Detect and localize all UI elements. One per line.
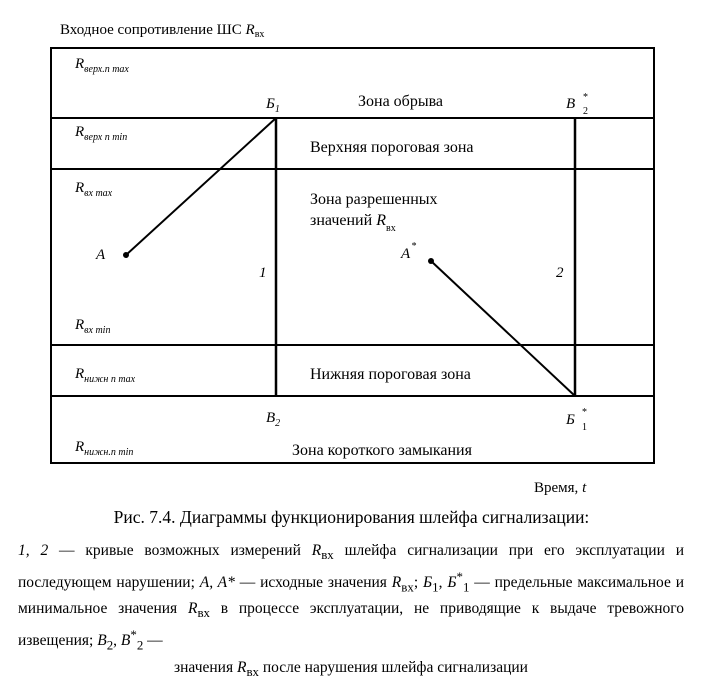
zone-break: Зона обрыва [358,93,444,110]
curve-label-2: 2 [556,265,564,281]
curve-label-1: 1 [259,265,267,281]
x-axis-title: Время, t [534,480,587,496]
label-b1-star-sub: 1 [582,422,587,433]
label-v2: $В_2$ [266,410,281,429]
y-axis-title-text: Входное сопротивление ШС [60,22,246,38]
label-v2-star-star: * [583,92,588,103]
figure-caption: Рис. 7.4. Диаграммы функционирования шлейфа сигнализации: [113,507,590,527]
label-r-lower-max: $R_{нижн п max}$ [75,366,136,385]
label-r-in-min: $R_{вх min}$ [75,317,111,336]
diagram-frame [51,48,654,463]
label-b1: $Б_1$ [266,96,280,115]
curve-1-segment [126,118,276,255]
zone-allowed-line2: значений $R_{вх}$ [310,212,396,234]
figure-legend: 1, 2 — кривые возможных измерений $R_{вх}$ шлейфа сигнализации при его эксплуатации и последующем нарушении; A, A* — исходные значения $R_{вх}$; $Б_1$, $Б^*_1$ — предельные максимальное и минимальное значения $R_{вх}$ в процессе эксплуатации, не приводящие к выдаче тревожного извещения; $В_2$, $В^*_2$ — значения $R_{вх}$ после нарушения шлейфа сигнализации [18,542,685,679]
point-a-star [428,258,434,264]
label-r-lower-min: $R_{нижн.п min}$ [75,439,134,458]
label-a: A [96,247,106,263]
zone-allowed-line1: Зона разрешенных [310,191,438,208]
label-r-upper-min: $R_{верх п min}$ [75,124,128,143]
y-axis-title-r: R [245,22,255,38]
label-v2-star: В [566,96,576,112]
zone-short-circuit: Зона короткого замыкания [292,442,472,459]
y-axis-title-sub: вх [254,29,265,40]
label-r-in-max: $R_{вх max}$ [75,180,113,199]
y-axis-title [60,22,264,40]
label-v2-star-sub: 2 [583,106,588,117]
label-b1-star: Б [566,412,575,428]
point-a [123,252,129,258]
label-b1-star-star: * [582,407,587,418]
label-a-star: A* [401,241,417,262]
zone-upper-threshold: Верхняя пороговая зона [310,139,474,156]
label-r-upper-max: $R_{верх.п max}$ [75,56,129,75]
zone-lower-threshold: Нижняя пороговая зона [310,366,471,383]
